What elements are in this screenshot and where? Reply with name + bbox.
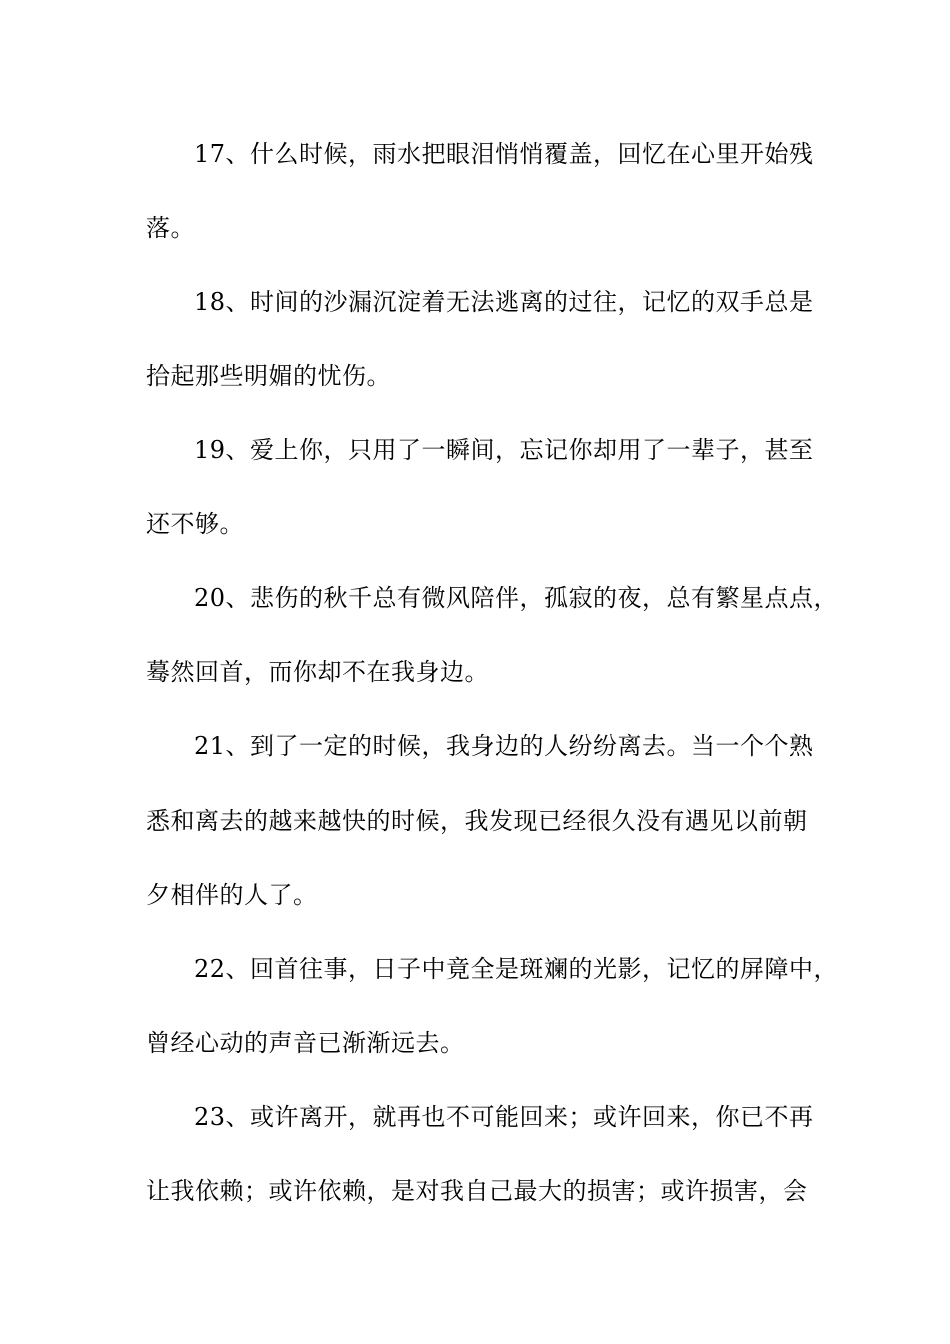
paragraph-17-line-1: 17、什么时候，雨水把眼泪悄悄覆盖，回忆在心里开始残 bbox=[194, 140, 814, 168]
paragraph-21-line-3: 夕相伴的人了。 bbox=[146, 881, 318, 909]
paragraph-20-line-1: 20、悲伤的秋千总有微风陪伴，孤寂的夜，总有繁星点点， bbox=[194, 584, 839, 612]
paragraph-23-line-2: 让我依赖；或许依赖，是对我自己最大的损害；或许损害，会 bbox=[146, 1177, 808, 1205]
paragraph-22-line-1: 22、回首往事，日子中竟全是斑斓的光影，记忆的屏障中， bbox=[194, 955, 839, 983]
paragraph-23-line-1: 23、或许离开，就再也不可能回来；或许回来，你已不再 bbox=[194, 1103, 814, 1131]
paragraph-18-line-1: 18、时间的沙漏沉淀着无法逃离的过往，记忆的双手总是 bbox=[194, 288, 814, 316]
paragraph-21-line-1: 21、到了一定的时候，我身边的人纷纷离去。当一个个熟 bbox=[194, 732, 814, 760]
paragraph-18-line-2: 拾起那些明媚的忧伤。 bbox=[146, 362, 391, 390]
paragraph-19-line-1: 19、爱上你，只用了一瞬间，忘记你却用了一辈子，甚至 bbox=[194, 436, 814, 464]
paragraph-20-line-2: 蓦然回首，而你却不在我身边。 bbox=[146, 658, 489, 686]
paragraph-21-line-2: 悉和离去的越来越快的时候，我发现已经很久没有遇见以前朝 bbox=[146, 807, 808, 835]
paragraph-17-line-2: 落。 bbox=[146, 214, 195, 242]
paragraph-22-line-2: 曾经心动的声音已渐渐远去。 bbox=[146, 1029, 465, 1057]
paragraph-19-line-2: 还不够。 bbox=[146, 510, 244, 538]
